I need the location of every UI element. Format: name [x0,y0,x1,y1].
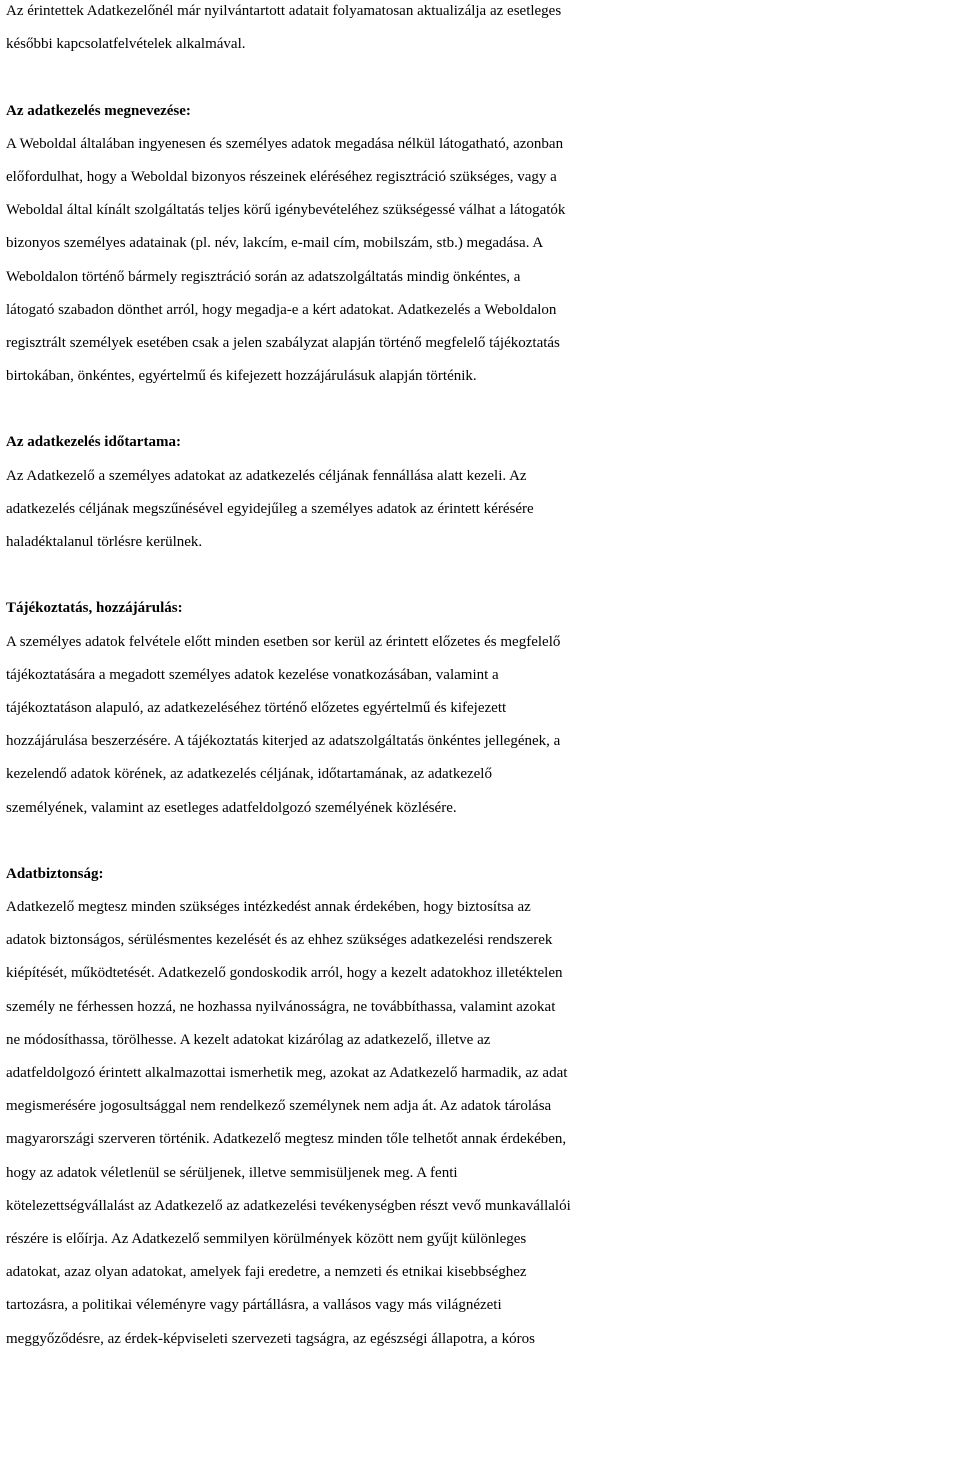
paragraph-spacer [6,825,960,858]
security-line: adatok biztonságos, sérülésmentes kezelését és az ehhez szükséges adatkezelési rendszerek [6,932,553,949]
naming-line [6,227,960,260]
consent-line: kezelendő adatok körének, az adatkezelés céljának, időtartamának, az adatkezelő [6,766,492,783]
duration-line: Az Adatkezelő a személyes adatokat az adatkezelés céljának fennállása alatt kezeli. Az [6,467,527,484]
security-line: magyarországi szerveren történik. Adatkezelő megtesz minden tőle telhetőt annak érdekében, [6,1131,567,1148]
naming-line-start: bizonyos személyes adatainak (pl. név, lakcím, e-mail cím, mobilszám, stb.) megadása. A [6,235,544,252]
consent-line: hozzájárulása beszerzésére. A tájékoztatás kiterjed az adatszolgáltatás önkéntes jellegének, a [6,733,561,750]
naming-line: Weboldal által kínált szolgáltatás teljes körű igénybevételéhez szükségessé válhat a látogatók [6,202,566,219]
naming-line: regisztrált személyek esetében csak a jelen szabályzat alapján történő megfelelő tájékoztatás [6,334,560,351]
section-heading-consent: Tájékoztatás, hozzájárulás: [6,600,183,617]
consent-line: tájékoztatására a megadott személyes adatok kezelése vonatkozásában, valamint a [6,666,499,683]
duration-line: haladéktalanul törlésre kerülnek. [6,534,203,550]
consent-line: személyének, valamint az esetleges adatfeldolgozó személyének közlésére. [6,799,457,816]
security-line: megismerésére jogosultsággal nem rendelkező személynek nem adja át. Az adatok tárolása [6,1098,552,1115]
security-line: adatokat, azaz olyan adatokat, amelyek faji eredetre, a nemzeti és etnikai kisebbséghez [6,1264,527,1281]
consent-line: A személyes adatok felvétele előtt minden esetben sor kerül az érintett előzetes és megfelelő [6,633,561,650]
security-line: kiépítését, működtetését. Adatkezelő gondoskodik arról, hogy a kezelt adatokhoz illetéktelen [6,965,563,982]
security-line: Adatkezelő megtesz minden szükséges intézkedést annak érdekében, hogy biztosítsa az [6,899,531,916]
section-heading-security: Adatbiztonság: [6,865,104,882]
security-line: ne módosíthassa, törölhesse. A kezelt adatokat kizárólag az adatkezelő, illetve az [6,1031,491,1048]
duration-line: adatkezelés céljának megszűnésével egyidejűleg a személyes adatok az érintett kérésére [6,500,534,517]
naming-line: A Weboldal általában ingyenesen és személyes adatok megadása nélkül látogatható, azonban [6,135,564,152]
security-line: tartozásra, a politikai véleményre vagy pártállásra, a vallásos vagy más világnézeti [6,1297,502,1314]
security-line: részére is előírja. Az Adatkezelő semmilyen körülmények között nem gyűjt különleges [6,1230,527,1247]
security-line: személy ne férhessen hozzá, ne hozhassa nyilvánosságra, ne továbbíthassa, valamint azokat [6,998,556,1015]
paragraph-spacer [6,559,960,592]
intro-line: későbbi kapcsolatfelvételek alkalmával. [6,36,246,53]
intro-paragraph [6,0,960,1356]
naming-line: előfordulhat, hogy a Weboldal bizonyos részeinek eléréséhez regisztráció szükséges, vagy a [6,168,557,185]
security-line: kötelezettségvállalást az Adatkezelő az adatkezelési tevékenységben részt vevő munkavállalói [6,1197,571,1214]
paragraph-spacer [6,393,960,426]
naming-line: látogató szabadon dönthet arról, hogy megadja-e a kért adatokat. Adatkezelés a Weboldalon [6,301,557,318]
security-line: meggyőződésre, az érdek-képviseleti szervezeti tagságra, az egészségi állapotra, a kóros [6,1330,535,1347]
section-heading-naming: Az adatkezelés megnevezése: [6,102,191,119]
intro-line: Az érintettek Adatkezelőnél már nyilvántartott adatait folyamatosan aktualizálja az esetleges [6,3,562,19]
consent-line: tájékoztatáson alapuló, az adatkezeléséhez történő előzetes egyértelmű és kifejezett [6,699,507,716]
paragraph-spacer [6,61,960,94]
security-line: adatfeldolgozó érintett alkalmazottai ismerhetik meg, azokat az Adatkezelő harmadik, az adat [6,1065,568,1081]
section-heading-duration: Az adatkezelés időtartama: [6,434,181,451]
naming-line: Weboldalon történő bármely regisztráció során az adatszolgáltatás mindig önkéntes, a [6,268,521,285]
security-line: hogy az adatok véletlenül se sérüljenek, illetve semmisüljenek meg. A fenti [6,1164,458,1181]
naming-line: birtokában, önkéntes, egyértelmű és kifejezett hozzájárulásuk alapján történik. [6,368,477,385]
